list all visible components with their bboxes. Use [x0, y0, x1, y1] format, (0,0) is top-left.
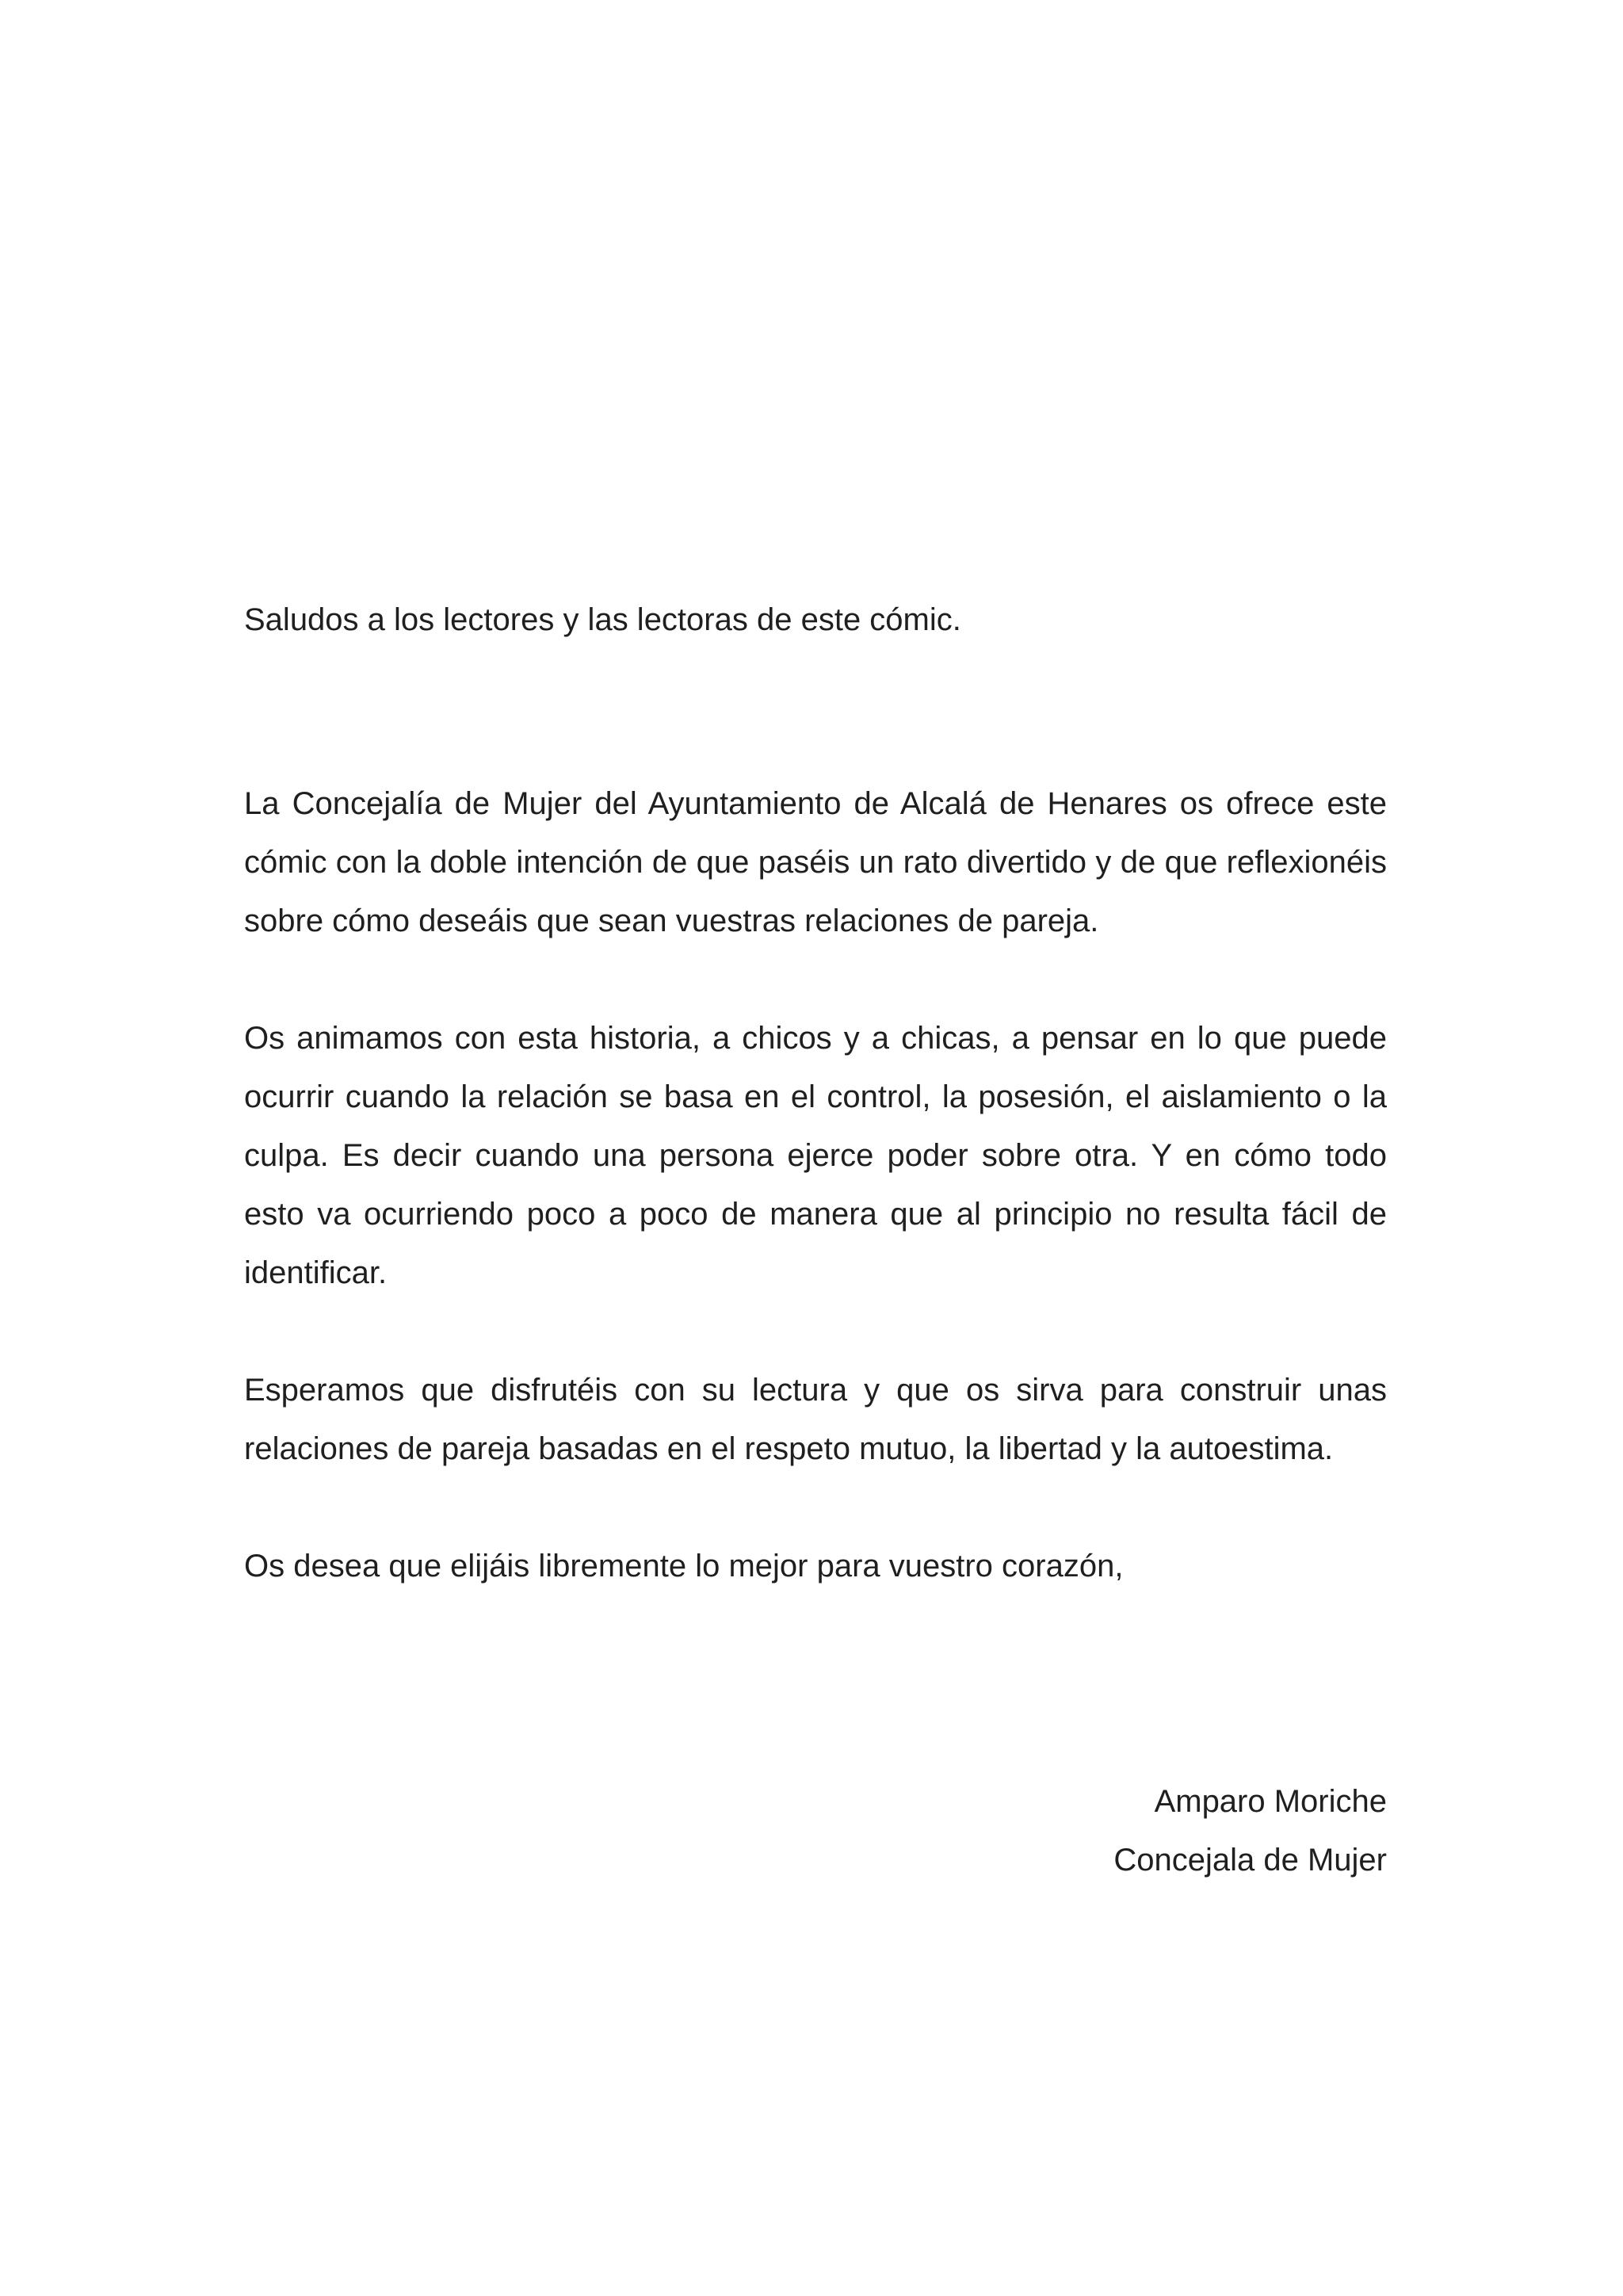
- paragraph-intro: La Concejalía de Mujer del Ayuntamiento de Alcalá de Henares os ofrece este cómic con la doble intención de que paséis un rato divertido y de que reflexionéis sobre cómo deseáis que sean vuestras relaciones de pareja.: [244, 786, 1387, 938]
- signature-name: Amparo Moriche: [1154, 1784, 1387, 1819]
- paragraph-story: Os animamos con esta historia, a chicos y a chicas, a pensar en lo que puede ocurrir cuando la relación se basa en el control, la posesión, el aislamiento o la culpa. Es decir cuando una persona ejerce poder sobre otra. Y en cómo todo esto va ocurriendo poco a poco de manera que al principio no resulta fácil de identificar.: [244, 1021, 1387, 1290]
- paragraph-closing: Os desea que elijáis libremente lo mejor para vuestro corazón,: [244, 1549, 1124, 1584]
- signature-role: Concejala de Mujer: [1113, 1843, 1387, 1878]
- letter-body: [244, 774, 1387, 1654]
- greeting: Saludos a los lectores y las lectoras de este cómic.: [244, 602, 961, 637]
- signature-block: [1113, 1772, 1387, 1889]
- paragraph-hope: Esperamos que disfrutéis con su lectura y que os sirva para construir unas relaciones de pareja basadas en el respeto mutuo, la libertad y la autoestima.: [244, 1373, 1387, 1466]
